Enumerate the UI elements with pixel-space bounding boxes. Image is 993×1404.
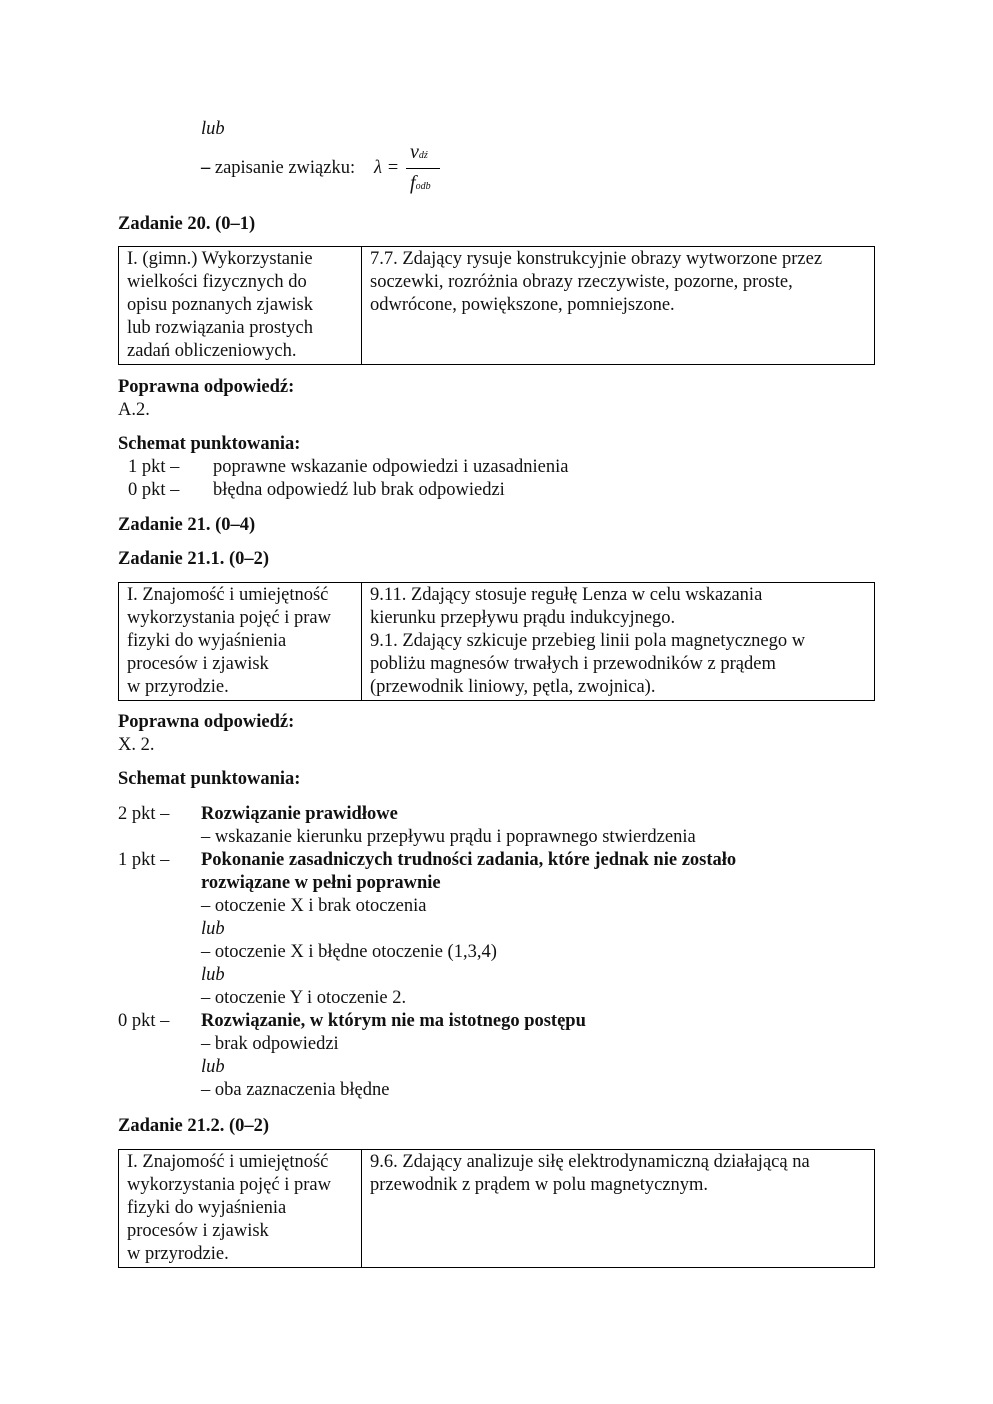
table-line: procesów i zjawisk (127, 654, 269, 674)
table-line: (przewodnik liniowy, pętla, zwojnica). (370, 677, 656, 697)
task-21-1-score-1-option: – otoczenie X i błędne otoczenie (1,3,4) (201, 942, 497, 962)
table-line: soczewki, rozróżnia obrazy rzeczywiste, pozorne, proste, (370, 272, 793, 292)
task-21-1-answer: X. 2. (118, 735, 155, 755)
table-line: I. (gimn.) Wykorzystanie (127, 249, 313, 269)
task-20-table (118, 246, 875, 365)
formula-numerator (410, 141, 428, 164)
task-21-1-heading: Zadanie 21.1. (0–2) (118, 549, 270, 569)
task-21-heading: Zadanie 21. (0–4) (118, 515, 256, 535)
table-line: przewodnik z prądem w polu magnetycznym. (370, 1175, 709, 1195)
table-line: 9.1. Zdający szkicuje przebieg linii pola magnetycznego w (370, 631, 806, 651)
table-line: procesów i zjawisk (127, 1221, 269, 1241)
formula-denominator (410, 172, 431, 195)
table-line: 9.6. Zdający analizuje siłę elektrodynamiczną działającą na (370, 1152, 810, 1172)
task-21-1-general-requirement (119, 583, 362, 701)
table-line: kierunku przepływu prądu indukcyjnego. (370, 608, 676, 628)
relation-line (201, 157, 355, 180)
table-line: fizyki do wyjaśnienia (127, 631, 287, 651)
table-line: 7.7. Zdający rysuje konstrukcyjnie obrazy wytworzone przez (370, 249, 823, 269)
lub-label: lub (201, 119, 225, 139)
task-21-1-score-1: 1 pkt – (118, 850, 170, 870)
task-20-answer-label: Poprawna odpowiedź: (118, 377, 295, 397)
fraction-bar (406, 168, 440, 169)
table-line: lub rozwiązania prostych (127, 318, 313, 338)
table-line: opisu poznanych zjawisk (127, 295, 313, 315)
table-line: pobliżu magnesów trwałych i przewodników z prądem (370, 654, 776, 674)
table-line: 9.11. Zdający stosuje regułę Lenza w celu wskazania (370, 585, 763, 605)
task-21-1-score-0-option: – oba zaznaczenia błędne (201, 1080, 390, 1100)
task-21-1-score-2-title: Rozwiązanie prawidłowe (201, 804, 398, 824)
task-20-answer: A.2. (118, 400, 150, 420)
table-line: w przyrodzie. (127, 677, 229, 697)
task-21-1-score-1-title-cont: rozwiązane w pełni poprawnie (201, 873, 441, 893)
table-line: fizyki do wyjaśnienia (127, 1198, 287, 1218)
formula-lhs: λ = (374, 158, 400, 178)
denominator-subscript: odb (415, 181, 431, 192)
table-line: I. Znajomość i umiejętność (127, 585, 329, 605)
task-20-specific-requirement (362, 247, 875, 365)
task-21-2-general-requirement (119, 1150, 362, 1268)
dash: – (201, 158, 211, 178)
task-21-1-score-2: 2 pkt – (118, 804, 170, 824)
task-21-1-specific-requirement (362, 583, 875, 701)
task-20-score-0-desc: błędna odpowiedź lub brak odpowiedzi (213, 480, 505, 500)
table-line: wielkości fizycznych do (127, 272, 307, 292)
lub-label: lub (201, 1057, 225, 1077)
task-21-2-specific-requirement (362, 1150, 875, 1268)
task-20-general-requirement (119, 247, 362, 365)
table-line: odwrócone, powiększone, pomniejszone. (370, 295, 675, 315)
task-20-scheme-label: Schemat punktowania: (118, 434, 301, 454)
lub-label: lub (201, 919, 225, 939)
task-20-score-1-desc: poprawne wskazanie odpowiedzi i uzasadnienia (213, 457, 569, 477)
table-line: zadań obliczeniowych. (127, 341, 297, 361)
numerator-subscript: dź (418, 150, 428, 161)
task-21-1-table (118, 582, 875, 701)
task-21-1-score-1-option: – otoczenie Y i otoczenie 2. (201, 988, 407, 1008)
table-line: wykorzystania pojęć i praw (127, 608, 331, 628)
task-21-2-heading: Zadanie 21.2. (0–2) (118, 1116, 270, 1136)
task-21-1-answer-label: Poprawna odpowiedź: (118, 712, 295, 732)
task-20-heading: Zadanie 20. (0–1) (118, 214, 256, 234)
denominator-symbol: f (410, 172, 416, 194)
task-21-1-score-0-title: Rozwiązanie, w którym nie ma istotnego postępu (201, 1011, 586, 1031)
task-21-1-score-1-title: Pokonanie zasadniczych trudności zadania, które jednak nie zostało (201, 850, 737, 870)
numerator-symbol: v (410, 141, 419, 163)
task-21-1-score-0: 0 pkt – (118, 1011, 170, 1031)
task-21-1-score-0-option: – brak odpowiedzi (201, 1034, 339, 1054)
task-20-score-1: 1 pkt – (128, 457, 180, 477)
task-21-1-score-2-criterion: – wskazanie kierunku przepływu prądu i poprawnego stwierdzenia (201, 827, 696, 847)
task-20-score-0: 0 pkt – (128, 480, 180, 500)
task-21-2-table (118, 1149, 875, 1268)
task-21-1-score-1-option: – otoczenie X i brak otoczenia (201, 896, 427, 916)
table-line: I. Znajomość i umiejętność (127, 1152, 329, 1172)
lub-label: lub (201, 965, 225, 985)
table-line: w przyrodzie. (127, 1244, 229, 1264)
table-line: wykorzystania pojęć i praw (127, 1175, 331, 1195)
relation-label: zapisanie związku: (214, 158, 356, 178)
task-21-1-scheme-label: Schemat punktowania: (118, 769, 301, 789)
